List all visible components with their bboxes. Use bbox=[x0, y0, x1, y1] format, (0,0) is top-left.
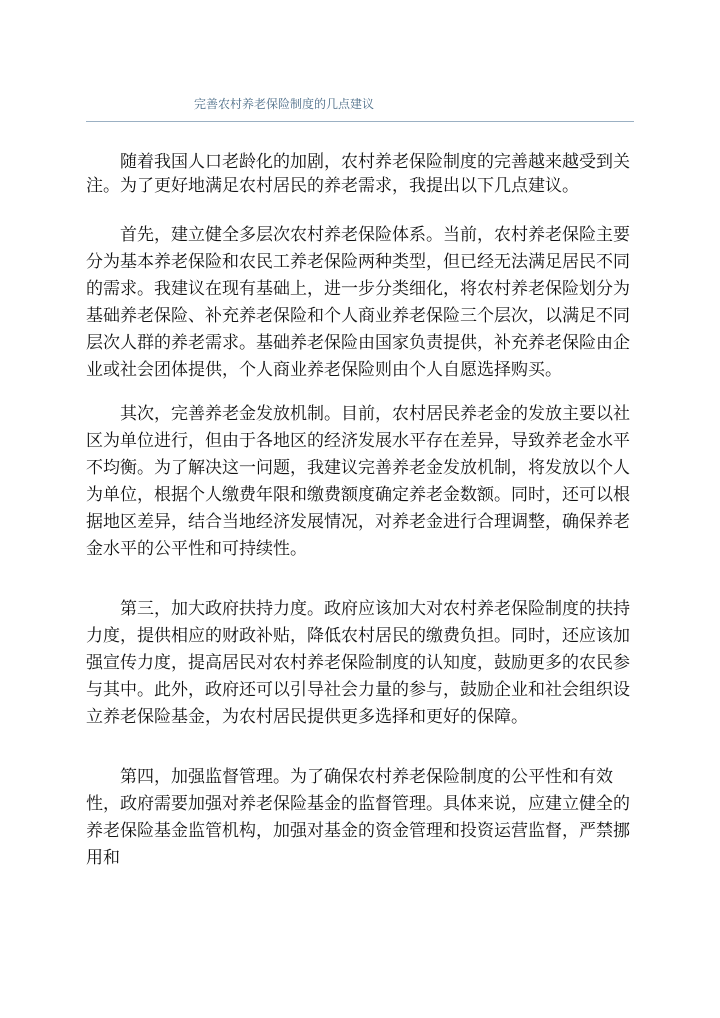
paragraph-intro: 随着我国人口老龄化的加剧，农村养老保险制度的完善越来越受到关注。为了更好地满足农村居民的养老需求，我提出以下几点建议。 bbox=[86, 152, 630, 196]
paragraph-third: 第三，加大政府扶持力度。政府应该加大对农村养老保险制度的扶持力度，提供相应的财政补贴，降低农村居民的缴费负担。同时，还应该加强宣传力度，提高居民对农村养老保险制度的认知度，鼓励更多的农民参与其中。此外，政府还可以引导社会力量的参与，鼓励企业和社会组织设立养老保险基金，为农村居民提供更多选择和更好的保障。 bbox=[86, 599, 630, 727]
paragraph-second: 其次，完善养老金发放机制。目前，农村居民养老金的发放主要以社区为单位进行，但由于各地区的经济发展水平存在差异，导致养老金水平不均衡。为了解决这一问题，我建议完善养老金发放机制，将发放以个人为单位，根据个人缴费年限和缴费额度确定养老金数额。同时，还可以根据地区差异，结合当地经济发展情况，对养老金进行合理调整，确保养老金水平的公平性和可持续性。 bbox=[86, 404, 630, 559]
document-title: 完善农村养老保险制度的几点建议 bbox=[194, 97, 375, 111]
paragraph-fourth: 第四，加强监督管理。为了确保农村养老保险制度的公平性和有效性，政府需要加强对养老保险基金的监督管理。具体来说，应建立健全的养老保险基金监管机构，加强对基金的资金管理和投资运营监督，严禁挪用和 bbox=[86, 767, 630, 868]
paragraph-first: 首先，建立健全多层次农村养老保险体系。当前，农村养老保险主要分为基本养老保险和农民工养老保险两种类型，但已经无法满足居民不同的需求。我建议在现有基础上，进一步分类细化，将农村养老保险划分为基础养老保险、补充养老保险和个人商业养老保险三个层次，以满足不同层次人群的养老需求。基础养老保险由国家负责提供，补充养老保险由企业或社会团体提供，个人商业养老保险则由个人自愿选择购买。 bbox=[86, 225, 630, 380]
page-header bbox=[86, 92, 634, 122]
document-body bbox=[86, 150, 638, 872]
